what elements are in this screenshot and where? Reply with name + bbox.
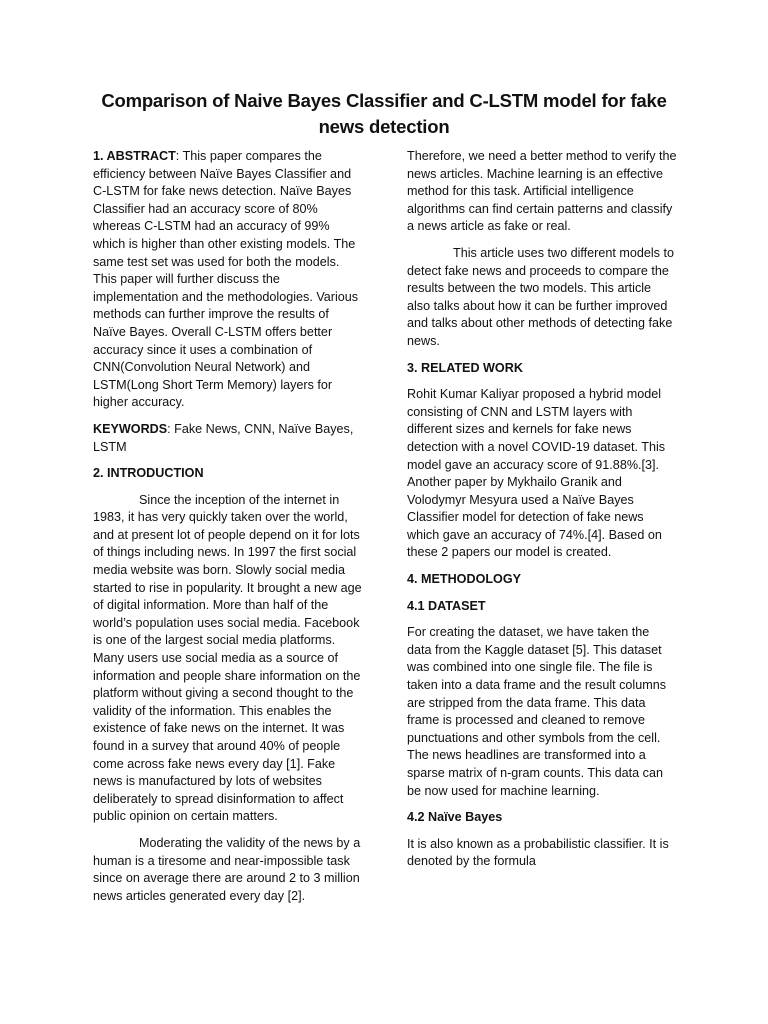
dataset-paragraph: For creating the dataset, we have taken the data from the Kaggle dataset [5]. This dataset was combined into one single file. The file is taken into a data frame and the result columns are stripped from the data frame. This data frame is processed and cleaned to remove punctuations and other symbols from the cell. The news headlines are transformed into a sparse matrix of n-gram counts. This data can be now used for machine learning. bbox=[407, 625, 667, 798]
keywords-label: KEYWORDS bbox=[93, 421, 168, 436]
introduction-paragraph-1: Since the inception of the internet in 1983, it has very quickly taken over the world, and at present lot of people depend on it for lots of things including news. In 1997 the first social media website was born. Slowly social media started to rise in popularity. It brought a new age of digital information. More than half of the world’s population uses social media. Facebook is one of the largest social media platforms. Many users use social media as a source of information and people share information on the platform without giving a second thought to the validity of the information. This enables the existence of fake news on the internet. It was found in a survey that around 40% of people come across fake news every day [1]. Fake news is manufactured by lots of websites deliberately to spread disinformation to affect public opinion on certain matters. bbox=[93, 492, 362, 824]
naive-bayes-paragraph: It is also known as a probabilistic classifier. It is denoted by the formula bbox=[407, 836, 669, 869]
abstract-text: : This paper compares the efficiency between Naïve Bayes Classifier and C-LSTM for fake news detection. Naïve Bayes Classifier had an accuracy score of 80% whereas C-LSTM had an accuracy of 99% which is higher than other existing models. The same test set was used for both the models. This paper will further discuss the implementation and the methodologies. Various methods can further improve the results of Naïve Bayes. Overall C-LSTM offers better accuracy since it uses a combination of CNN(Convolution Neural Network) and LSTM(Long Short Term Memory) layers for higher accuracy. bbox=[93, 149, 359, 410]
naive-bayes-heading: 4.2 Naïve Bayes bbox=[407, 810, 503, 825]
keywords-text: : Fake News, CNN, Naïve Bayes, LSTM bbox=[93, 421, 354, 454]
paper-title: Comparison of Naive Bayes Classifier and C-LSTM model for fake news detection bbox=[101, 90, 667, 137]
abstract-paragraph bbox=[93, 148, 363, 412]
methodology-heading: 4. METHODOLOGY bbox=[407, 572, 522, 587]
introduction-paragraph-2: Moderating the validity of the news by a human is a tiresome and near-impossible task since on average there are around 2 to 3 million news articles generated every day [2]. bbox=[93, 835, 361, 903]
related-work-paragraph: Rohit Kumar Kaliyar proposed a hybrid model consisting of CNN and LSTM layers with different sizes and kernels for fake news detection with a novel COVID-19 dataset. This model gave an accuracy score of 91.88%.[3]. Another paper by Mykhailo Granik and Volodymyr Mesyura used a Naïve Bayes Classifier model for detection of fake news which gave an accuracy of 74%.[4]. Based on these 2 papers our model is created. bbox=[407, 387, 666, 560]
dataset-heading: 4.1 DATASET bbox=[407, 598, 486, 613]
keywords-paragraph bbox=[93, 421, 363, 456]
introduction-heading: 2. INTRODUCTION bbox=[93, 466, 204, 481]
right-column bbox=[407, 148, 677, 880]
introduction-paragraph-4: This article uses two different models to detect fake news and proceeds to compare the results between the two models. This article also talks about how it can be further improved and talks about other methods of detecting fake news. bbox=[407, 245, 674, 348]
abstract-label: 1. ABSTRACT bbox=[93, 149, 176, 163]
left-column bbox=[93, 148, 363, 914]
related-work-heading: 3. RELATED WORK bbox=[407, 360, 523, 375]
introduction-paragraph-3: Therefore, we need a better method to verify the news articles. Machine learning is an effective method for this task. Artificial intelligence algorithms can find certain patterns and classify a news article as fake or real. bbox=[407, 149, 677, 234]
